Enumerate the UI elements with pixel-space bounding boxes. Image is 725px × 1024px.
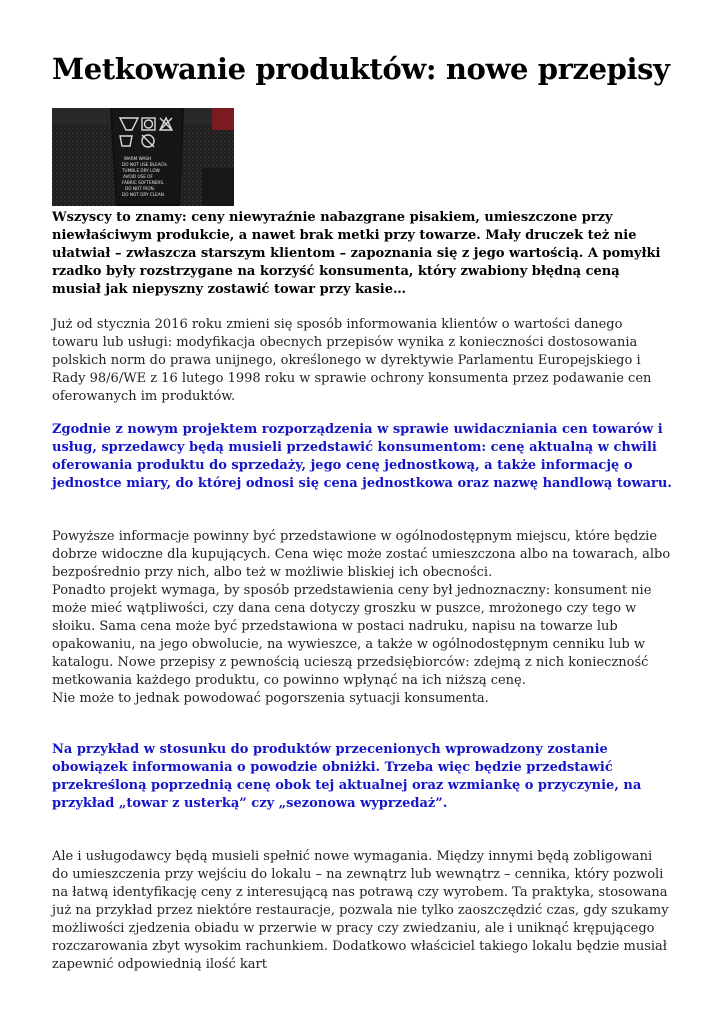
highlight-paragraph-2: Na przykład w stosunku do produktów przecenionych wprowadzony zostanie obowiązek informowania o powodzie obniżki. Trzeba więc będzie przedstawić przekreśloną poprzednią cenę obok tej aktualnej oraz wzmiankę o przyczynie, na przykład „towar z usterką” czy „sezonowa wyprzedaż”.: [52, 742, 642, 811]
body-paragraph-2-line-2: Ponadto projekt wymaga, by sposób przedstawienia ceny był jednoznaczny: konsument nie może mieć wątpliwości, czy dana cena dotyczy groszku w puszce, mrożonego czy tego w słoiku. Sama cena może być przedstawiona w postaci nadruku, napisu na towarze lub opakowaniu, na jego obwolucie, na wywieszce, a także w ogólnodostępnym cenniku lub w katalogu. Nowe przepisy z pewnością ucieszą przedsiębiorców: zdejmą z nich konieczność metkowania każdego produktu, co powinno wpłynąć na ich niższą cenę.: [52, 583, 652, 688]
highlight-paragraph-1: Zgodnie z nowym projektem rozporządzenia w sprawie uwidaczniania cen towarów i usług, sprzedawcy będą musieli przedstawić konsumentom: cenę aktualną w chwili oferowania produktu do sprzedaży, jego cenę jednostkową, a także informację o jednostce miary, do której odnosi się cena jednostkowa oraz nazwę handlową towaru.: [52, 422, 672, 491]
body-paragraph-2: [52, 528, 672, 708]
page-title: Metkowanie produktów: nowe przepisy: [52, 52, 670, 86]
body-paragraph-3: Ale i usługodawcy będą musieli spełnić nowe wymagania. Między innymi będą zobligowani do umieszczenia przy wejściu do lokalu – na zewnątrz lub wewnątrz – cennika, który pozwoli na łatwą identyfikację ceny z interesującą nas potrawą czy wyrobem. Ta praktyka, stosowana już na przykład przez niektóre restauracje, pozwala nie tylko zaoszczędzić czas, gdy szukamy możliwości zjedzenia obiadu w przerwie w pracy czy zwiedzaniu, ale i uniknąć krępującego rozczarowania zbyt wysokim rachunkiem. Dodatkowo właściciel takiego lokalu będzie musiał zapewnić odpowiednią ilość kart: [52, 849, 669, 972]
svg-text:WARM WASH DO NOT USE B: WARM WASH DO NOT USE BLEACH. TUMBLE DRY LOW. AVOID USE OF FABRIC SOFTENERS. DO NOT IRON. DO NOT DRY CLEAN.: [122, 156, 168, 197]
clothing-label-illustration: [52, 108, 234, 206]
clothing-label-photo: [52, 108, 234, 206]
body-paragraph-2-line-3: Nie może to jednak powodować pogorszenia sytuacji konsumenta.: [52, 691, 489, 706]
body-paragraph-1: Już od stycznia 2016 roku zmieni się sposób informowania klientów o wartości danego towaru lub usługi: modyfikacja obecnych przepisów wynika z konieczności dostosowania polskich norm do prawa unijnego, określonego w dyrektywie Parlamentu Europejskiego i Rady 98/6/WE z 16 lutego 1998 roku w sprawie ochrony konsumenta przez podawanie cen oferowanych im produktów.: [52, 317, 652, 404]
lead-paragraph: Wszyscy to znamy: ceny niewyraźnie nabazgrane pisakiem, umieszczone przy niewłaściwym produkcie, a nawet brak metki przy towarze. Mały druczek też nie ułatwiał – zwłaszcza starszym klientom – zapoznania się z jego wartością. A pomyłki rzadko były rozstrzygane na korzyść konsumenta, który zwabiony błędną ceną musiał jak niepyszny zostawić towar przy kasie…: [52, 210, 661, 297]
body-paragraph-2-line-1: Powyższe informacje powinny być przedstawione w ogólnodostępnym miejscu, które będzie dobrze widoczne dla kupujących. Cena więc może zostać umieszczona albo na towarach, albo bezpośrednio przy nich, albo też w możliwie bliskiej ich obecności.: [52, 529, 671, 580]
